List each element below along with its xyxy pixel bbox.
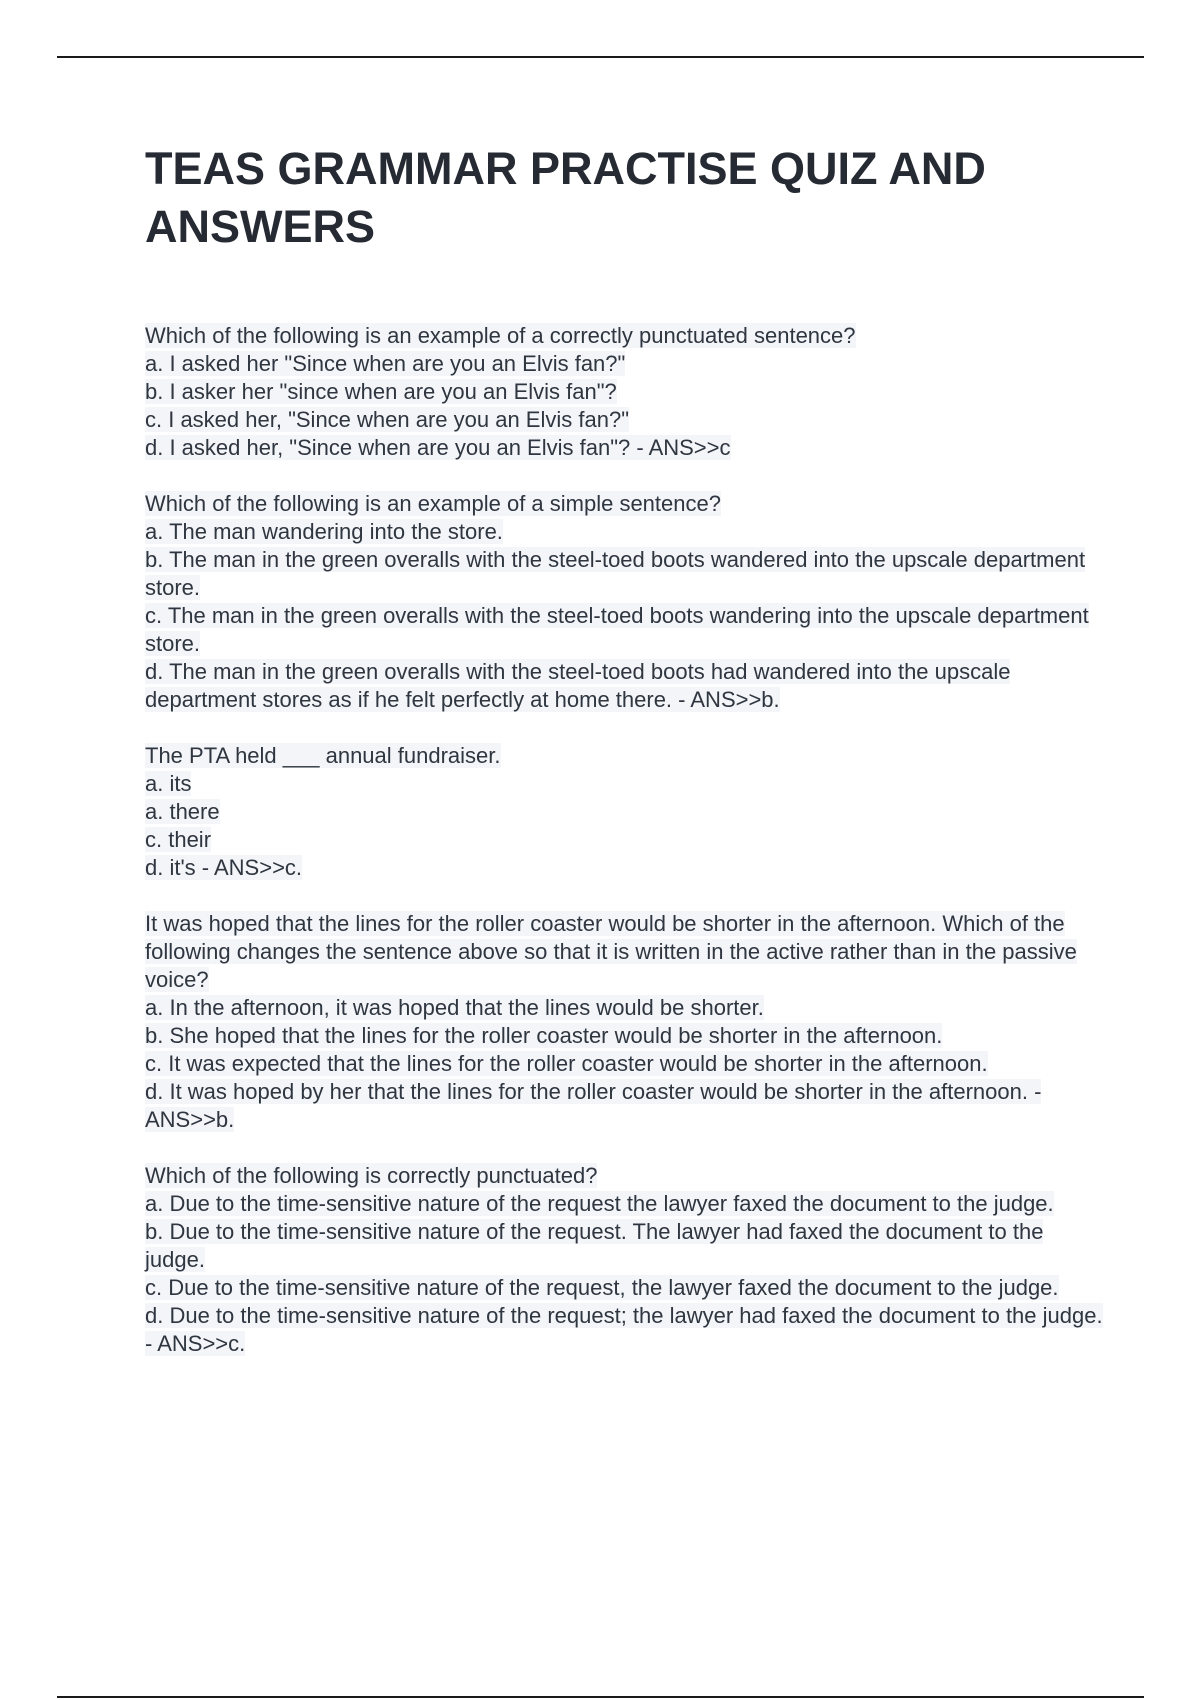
- document-title: TEAS GRAMMAR PRACTISE QUIZ AND ANSWERS: [145, 143, 986, 252]
- answer-option: b. The man in the green overalls with the steel-toed boots wandered into the upscale department store.: [145, 547, 1086, 600]
- question-block: [145, 490, 1105, 714]
- top-divider: [57, 56, 1144, 58]
- answer-option: d. it's - ANS>>c.: [145, 855, 303, 880]
- answer-option: a. Due to the time-sensitive nature of the request the lawyer faxed the document to the judge.: [145, 1191, 1054, 1216]
- question-prompt: Which of the following is an example of a correctly punctuated sentence?: [145, 323, 856, 348]
- question-block: [145, 1162, 1105, 1358]
- answer-option: b. Due to the time-sensitive nature of the request. The lawyer had faxed the document to the judge.: [145, 1219, 1044, 1272]
- answer-option: c. I asked her, "Since when are you an Elvis fan?": [145, 407, 629, 432]
- question-block: [145, 742, 1105, 882]
- answer-option: a. In the afternoon, it was hoped that the lines would be shorter.: [145, 995, 764, 1020]
- answer-option: d. Due to the time-sensitive nature of the request; the lawyer had faxed the document to the judge. - ANS>>c.: [145, 1303, 1103, 1356]
- question-prompt: Which of the following is correctly punctuated?: [145, 1163, 598, 1188]
- answer-option: a. I asked her "Since when are you an Elvis fan?": [145, 351, 626, 376]
- answer-option: c. It was expected that the lines for the roller coaster would be shorter in the afternoon.: [145, 1051, 988, 1076]
- answer-option: a. The man wandering into the store.: [145, 519, 503, 544]
- question-prompt: It was hoped that the lines for the roller coaster would be shorter in the afternoon. Which of the following changes the sentence above so that it is written in the active rather than in the passive voice?: [145, 911, 1077, 992]
- answer-option: d. I asked her, "Since when are you an Elvis fan"? - ANS>>c: [145, 435, 731, 460]
- answer-option: b. She hoped that the lines for the roller coaster would be shorter in the afternoon.: [145, 1023, 943, 1048]
- answer-option: c. their: [145, 827, 212, 852]
- answer-option: c. The man in the green overalls with the steel-toed boots wandering into the upscale department store.: [145, 603, 1089, 656]
- answer-option: d. It was hoped by her that the lines for the roller coaster would be shorter in the afternoon. - ANS>>b.: [145, 1079, 1042, 1132]
- document-body: [145, 140, 1105, 1386]
- question-block: [145, 910, 1105, 1134]
- question-prompt: Which of the following is an example of a simple sentence?: [145, 491, 721, 516]
- question-prompt: The PTA held ___ annual fundraiser.: [145, 743, 501, 768]
- answer-option: a. there: [145, 799, 220, 824]
- answer-option: a. its: [145, 771, 192, 796]
- question-block: [145, 322, 1105, 462]
- answer-option: c. Due to the time-sensitive nature of the request, the lawyer faxed the document to the judge.: [145, 1275, 1059, 1300]
- answer-option: d. The man in the green overalls with the steel-toed boots had wandered into the upscale department stores as if he felt perfectly at home there. - ANS>>b.: [145, 659, 1011, 712]
- answer-option: b. I asker her "since when are you an Elvis fan"?: [145, 379, 617, 404]
- bottom-divider: [57, 1696, 1144, 1698]
